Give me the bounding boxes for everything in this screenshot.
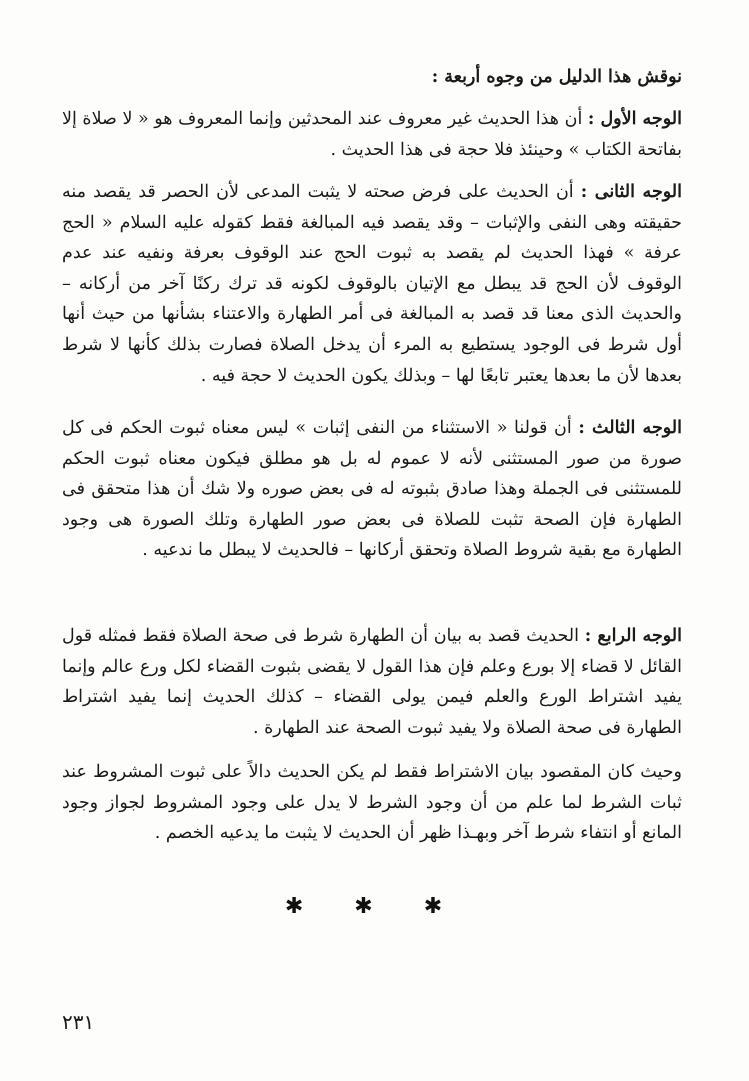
- paragraph-text: أن قولنا « الاستثناء من النفى إثبات » ليس معناه ثبوت الحكم فى كل صورة من صور المستثنى لأنه لا عموم له بل هو مطلق فيكون معناه ثبوت الحكم للمستثنى فى الجملة وهذا صادق بثبوته له فى بعض صوره ولا شك أن هذا متحقق فى الطهارة فإن الصحة تثبت للصلاة فى بعض صور الطهارة وتلك الصورة هى وجود الطهارة مع بقية شروط الصلاة وتحقق أركانها – فالحديث لا يبطل ما ندعيه .: [62, 418, 682, 561]
- paragraph-fourth-aspect: [62, 621, 682, 743]
- paragraph-first-aspect: [62, 104, 682, 165]
- paragraph-label: الوجه الثالث :: [578, 418, 682, 438]
- page-number: ٢٣١: [62, 1010, 95, 1034]
- paragraph-text: أن هذا الحديث غير معروف عند المحدثين وإنما المعروف هو « لا صلاة إلا بفاتحة الكتاب » وحينئذ فلا حجة فى هذا الحديث .: [62, 109, 682, 160]
- paragraph-text: الحديث قصد به بيان أن الطهارة شرط فى صحة الصلاة فقط فمثله قول القائل لا قضاء إلا بورع وعلم فإن هذا القول لا يقضى بثبوت القضاء لكل ورع عالم وإنما يفيد اشتراط الورع والعلم فيمن يولى القضاء – كذلك الحديث إنما يفيد اشتراط الطهارة فى صحة الصلاة ولا يفيد ثبوت الصحة عند الطهارة .: [62, 626, 682, 738]
- section-separator: ✱ ✱ ✱: [284, 894, 465, 919]
- paragraph-label: الوجه الرابع :: [584, 626, 682, 646]
- paragraph-text: أن الحديث على فرض صحته لا يثبت المدعى لأن الحصر قد يقصد منه حقيقته وهى النفى والإثبات – وقد يقصد فيه المبالغة فقط كقوله عليه السلام « الحج عرفة » فهذا الحديث لم يقصد به ثبوت الحج عند الوقوف بعرفة ونفيه عند عدم الوقوف لأن الحج قد يبطل مع الإتيان بالوقوف لكونه قد ترك ركنًا آخر من أركانه – والحديث الذى معنا قد قصد به المبالغة فى أمر الطهارة والاعتناء بشأنها من حيث أنها أول شرط فى الوجود يستطيع به المرء أن يدخل الصلاة فصارت بذلك كأنها لا شرط بعدها لأن ما بعدها يعتبر تابعًا لها – وبذلك يكون الحديث لا حجة فيه .: [62, 182, 682, 386]
- paragraph-second-aspect: [62, 177, 682, 391]
- section-heading: نوقش هذا الدليل من وجوه أربعة :: [431, 67, 682, 87]
- paragraph-label: الوجه الثانى :: [580, 182, 682, 202]
- paragraph-text: وحيث كان المقصود بيان الاشتراط فقط لم يكن الحديث دالاً على ثبوت المشروط عند ثبات الشرط لما علم من أن وجود الشرط لا يدل على وجود المشروط لجواز وجود المانع أو انتفاء شرط آخر وبهـذا ظهر أن الحديث لا يثبت ما يدعيه الخصم .: [62, 762, 682, 844]
- paragraph-conclusion: [62, 757, 682, 849]
- paragraph-label: الوجه الأول :: [587, 109, 682, 129]
- paragraph-third-aspect: [62, 413, 682, 566]
